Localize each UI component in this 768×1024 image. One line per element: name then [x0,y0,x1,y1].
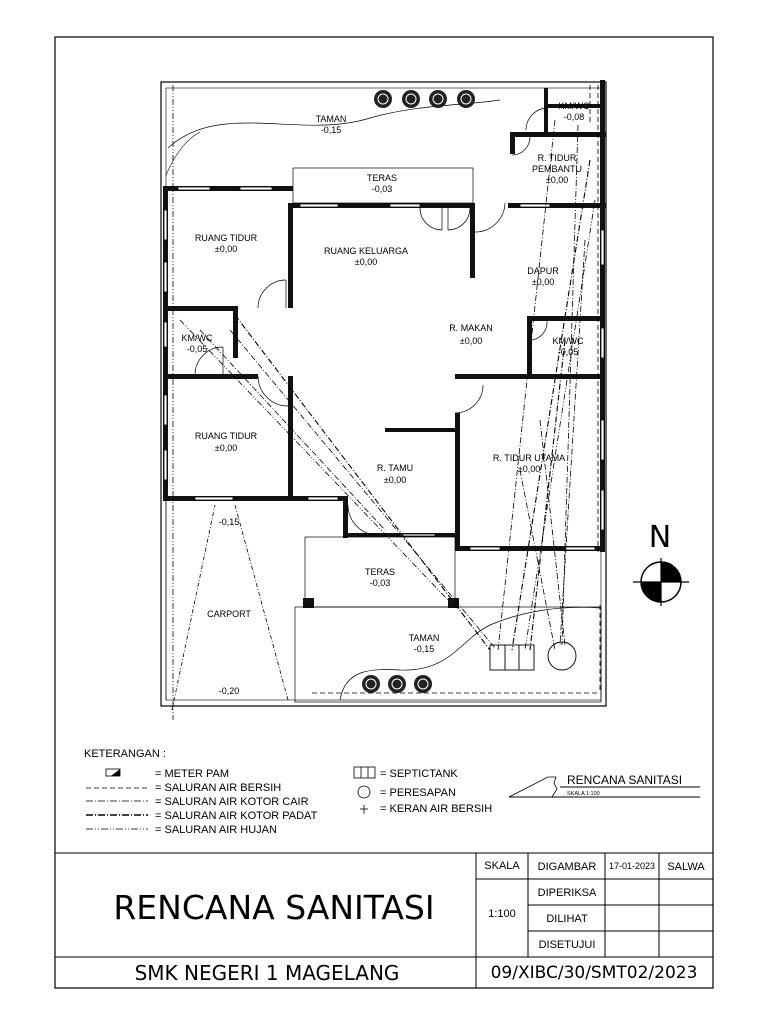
room-name: DAPUR [527,266,559,276]
drawing-label-scale: SKALA 1:100 [567,791,600,797]
room-level: ±0,00 [383,475,407,485]
room-name: TERAS [366,173,398,183]
room-level: ±0,00 [459,336,483,346]
school-name: SMK NEGERI 1 MAGELANG [134,961,400,985]
legend-item: = SALURAN AIR KOTOR PADAT [155,810,318,822]
room-name: R. TAMU [376,463,414,473]
taman-bottom-outline [295,607,601,702]
room-name-line2: PEMBANTU [531,164,583,174]
legend-item: = METER PAM [155,768,230,780]
date-value: 17-01-2023 [608,861,656,871]
room-name: RUANG TIDUR [194,431,258,441]
carport-level-bottom: -0,20 [218,686,240,696]
room-name: TERAS [364,567,396,577]
room-name: R. MAKAN [449,323,493,333]
carport-level-top: -0,15 [218,517,240,527]
septictank [490,645,534,670]
room-level: ±0,00 [531,277,555,287]
legend-item: = SALURAN AIR BERSIH [155,782,282,794]
room-level: -0,05 [557,347,579,357]
room-name: KM/WC [181,333,213,343]
room-level: ±0,00 [545,175,569,185]
room-level: ±0,00 [517,464,541,474]
drawing-label-title: RENCANA SANITASI [567,773,683,787]
room-name: RUANG KELUARGA [323,246,409,256]
drawing-title: RENCANA SANITASI [113,888,435,927]
north-arrow [633,520,689,606]
room-level: -0,03 [369,578,391,588]
north-label: N [648,520,672,555]
skala-value: 1:100 [488,908,516,920]
room-level: ±0,00 [214,443,238,453]
room-level: -0,05 [186,344,208,354]
room-name: TAMAN [315,114,347,124]
room-name: KM/WC [558,101,590,111]
room-name: TAMAN [408,633,440,643]
drafter-name: SALWA [667,861,705,873]
legend-item: = SEPTICTANK [380,768,458,780]
room-name: RUANG TIDUR [194,233,258,243]
drawing-label [509,773,700,797]
dilihat-label: DILIHAT [546,913,588,925]
skala-label: SKALA [484,860,520,872]
room-level: -0,08 [563,112,585,122]
legend-item: = KERAN AIR BERSIH [380,803,493,815]
legend-heading: KETERANGAN : [84,748,166,760]
room-name: CARPORT [207,609,251,619]
floor-plan [161,80,606,720]
room-level: -0,03 [371,184,393,194]
legend-item: = SALURAN AIR KOTOR CAIR [155,796,309,808]
digambar-label: DIGAMBAR [537,861,597,873]
room-level: ±0,00 [214,244,238,254]
legend [84,748,700,836]
drawing-code: 09/XIBC/30/SMT02/2023 [490,963,698,983]
diperiksa-label: DIPERIKSA [537,887,597,899]
shrubs-bottom [362,675,432,693]
peresapan [548,642,576,670]
room-name: R. TIDUR UTAMA [492,453,566,463]
disetujui-label: DISETUJUI [538,939,596,951]
room-name: R. TIDUR [537,153,577,163]
room-level: ±0,00 [354,257,378,267]
shrubs-top [374,90,475,108]
room-level: -0,15 [320,125,342,135]
legend-item: = SALURAN AIR HUJAN [155,824,277,836]
legend-item: = PERESAPAN [380,787,456,799]
garden-edge-top [168,100,500,148]
room-name: KM/WC [552,336,584,346]
room-level: -0,15 [413,644,435,654]
